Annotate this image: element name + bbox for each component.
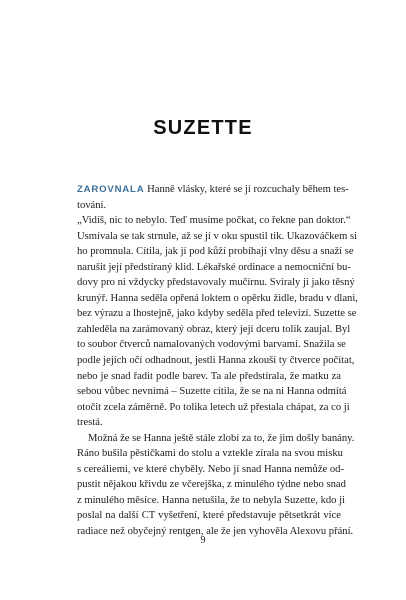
text-line: Ráno bušila pěstičkami do stolu a vztekle zírala na svou misku: [77, 448, 343, 460]
text-line: radiace než obyčejný rentgen, ale že jen vyhověla Alexovu přání.: [77, 526, 354, 538]
text-line: krunýř. Hanna seděla opřená loktem o opěrku židle, bradu v dlani,: [77, 292, 358, 304]
body-text: [77, 182, 358, 540]
text-line: Možná že se Hanna ještě stále zlobí za to, že jim došly banány.: [88, 432, 355, 444]
text-line: [77, 182, 349, 198]
text-line: narušit její předstíraný klid. Lékařské ordinace a nemocniční bu-: [77, 261, 351, 273]
text-line: otočit zcela záměrně. Po tolika letech už přestala chápat, za co ji: [77, 401, 350, 413]
text-line: pustit nějakou křivdu ze včerejška, z minulého týdne nebo snad: [77, 479, 346, 491]
lead-word: ZAROVNALA: [77, 184, 145, 195]
text-line: nebo je snad řadit podle barev. Ta ale předstírala, že matku za: [77, 370, 341, 382]
text-line: Usmívala se tak strnule, až se jí v oku spustil tik. Ukazováčkem si: [77, 230, 358, 242]
text-line: dovy pro ni vždycky představovaly mučírnu. Svíraly ji jako těsný: [77, 277, 355, 289]
text-line: s cereáliemi, ve které chyběly. Nebo jí snad Hanna nemůže od-: [77, 463, 344, 475]
text-line: z minulého měsíce. Hanna netušila, že to nebyla Suzette, kdo ji: [77, 494, 345, 506]
text-line: bez výrazu a lhostejně, jako kdyby seděla před televizí. Suzette se: [77, 308, 357, 320]
text-line: trestá.: [77, 417, 103, 429]
text-line: podle jejích očí odhadnout, jestli Hanna zkouší ty čtverce počítat,: [77, 355, 355, 367]
text-line: sebou vůbec nevnímá – Suzette cítila, že se na ni Hanna odmítá: [77, 386, 347, 398]
text-line: „Vidíš, nic to nebylo. Teď musíme počkat, co řekne pan doktor.“: [77, 215, 351, 227]
text-line-rest: Hanně vlásky, které se jí rozcuchaly během tes-: [144, 184, 349, 195]
page-number: 9: [200, 535, 206, 546]
text-line: tování.: [77, 199, 107, 211]
text-line: zahleděla na zarámovaný obraz, který její dceru tolik zaujal. Byl: [77, 323, 351, 335]
text-line: ho promnula. Cítila, jak jí pod kůží probíhají vlny děsu a snaží se: [77, 246, 354, 258]
text-line: poslal na další CT vyšetření, které představuje pětsetkrát více: [77, 510, 341, 522]
text-line: to soubor čtverců namalovaných vodovými barvami. Snažila se: [77, 339, 346, 351]
chapter-title: SUZETTE: [153, 117, 253, 139]
